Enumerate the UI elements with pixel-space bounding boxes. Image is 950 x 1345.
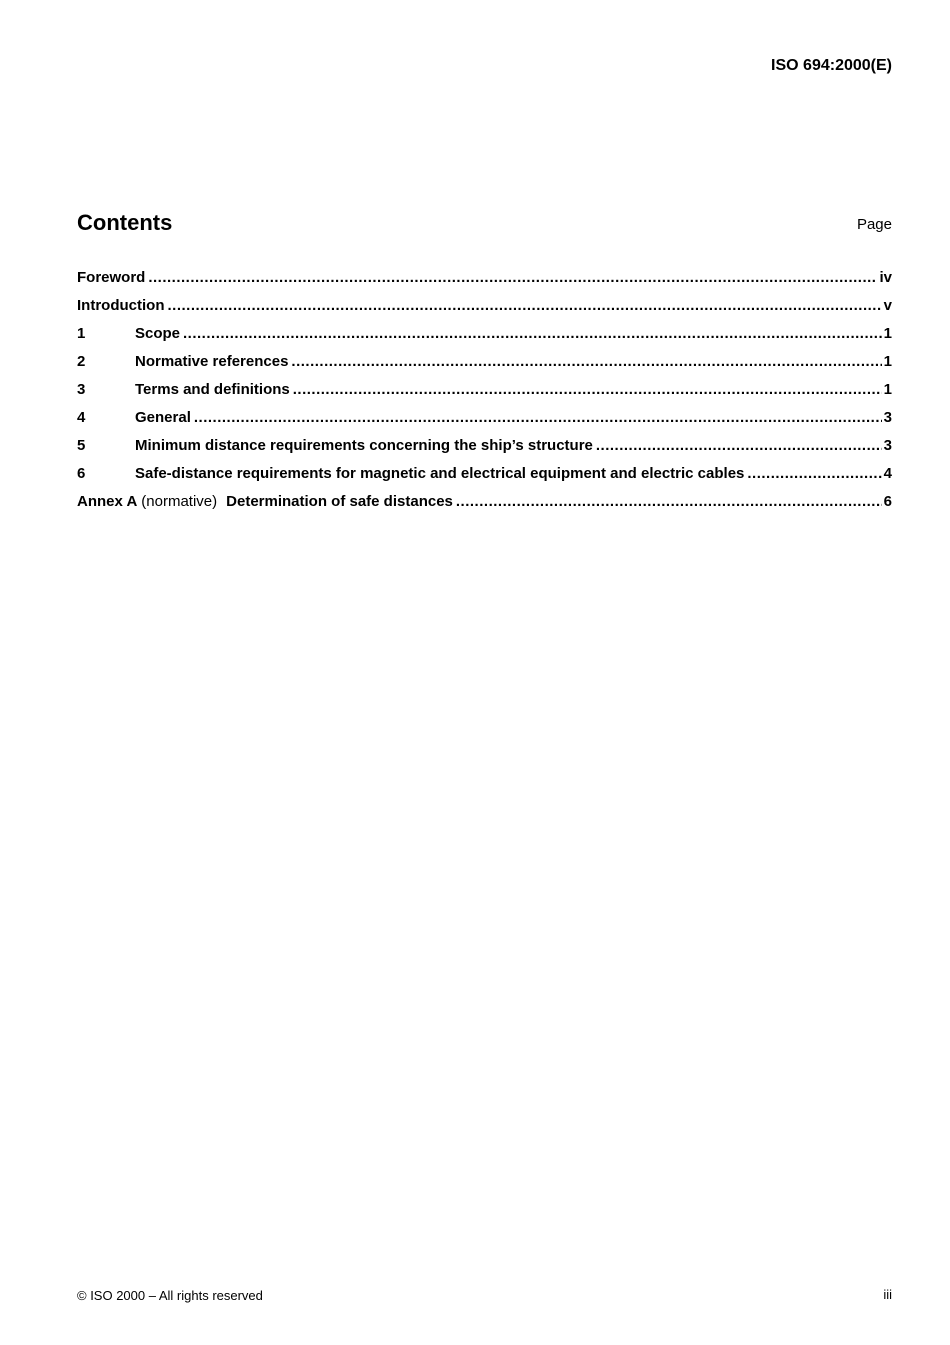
toc-entry-number: 3 (77, 381, 86, 398)
toc-entry-page: 6 (883, 493, 892, 510)
toc-leader-dots (291, 352, 881, 372)
toc-leader-dots (747, 464, 881, 484)
toc-entry-page: 4 (883, 465, 892, 482)
toc-entry-title: Foreword (77, 269, 146, 286)
toc-entry-page: 3 (883, 437, 892, 454)
toc-leader-dots (293, 380, 882, 400)
toc-entry-page: 1 (883, 325, 892, 342)
toc-entry-number: 1 (77, 325, 86, 342)
toc-entry-introduction[interactable] (77, 296, 892, 324)
toc-leader-dots (148, 268, 877, 288)
toc-entry-title: Minimum distance requirements concerning the ship’s structure (135, 437, 593, 454)
toc-entry-number: 5 (77, 437, 86, 454)
toc-entry-terms-and-definitions[interactable] (77, 380, 892, 408)
toc-entry-normative-references[interactable] (77, 352, 892, 380)
toc-entry-title: Introduction (77, 297, 165, 314)
contents-title: Contents (77, 210, 173, 235)
toc-entry-number: 2 (77, 353, 86, 370)
page-column-label: Page (856, 216, 892, 233)
toc-entry-number: 6 (77, 465, 86, 482)
toc-entry-number: 4 (77, 409, 86, 426)
toc-entry-title: General (135, 409, 191, 426)
contents-header (77, 209, 892, 237)
toc-entry-title: Normative references (135, 353, 289, 370)
toc-annex-kind: (normative) (141, 493, 218, 510)
toc-entry-annex-a[interactable] (77, 492, 892, 520)
toc-entry-page: 1 (883, 381, 892, 398)
footer-page-number: iii (883, 1287, 892, 1302)
toc-leader-dots (194, 408, 882, 428)
toc-leader-dots (456, 492, 882, 512)
toc-leader-dots (183, 324, 882, 344)
document-code: ISO 694:2000(E) (771, 57, 892, 74)
toc-entry-scope[interactable] (77, 324, 892, 352)
toc-entry-general[interactable] (77, 408, 892, 436)
toc-entry-page: iv (879, 269, 892, 286)
toc-entry-title: Safe-distance requirements for magnetic and electrical equipment and electric cables (135, 465, 745, 482)
toc-entry-title: Determination of safe distances (226, 493, 453, 510)
toc-entry-minimum-distance[interactable] (77, 436, 892, 464)
toc-entry-page: v (883, 297, 892, 314)
toc-entry-page: 1 (883, 353, 892, 370)
toc-leader-dots (596, 436, 882, 456)
table-of-contents (77, 268, 892, 520)
toc-leader-dots (167, 296, 881, 316)
toc-entry-safe-distance[interactable] (77, 464, 892, 492)
toc-entry-page: 3 (883, 409, 892, 426)
footer-copyright: © ISO 2000 – All rights reserved (77, 1288, 263, 1303)
toc-annex-label: Annex A (77, 493, 138, 510)
toc-entry-title: Scope (135, 325, 181, 342)
toc-entry-foreword[interactable] (77, 268, 892, 296)
toc-entry-title: Terms and definitions (135, 381, 290, 398)
